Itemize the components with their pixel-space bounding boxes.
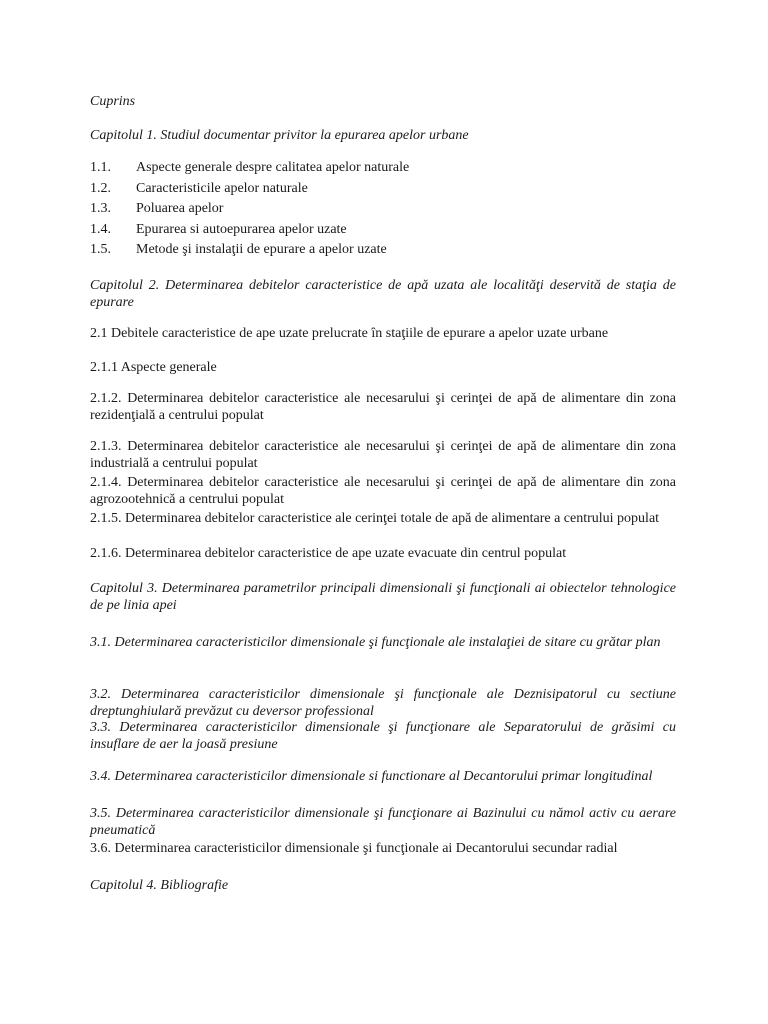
chapter-1-heading: Capitolul 1. Studiul documentar privitor la epurarea apelor urbane [90, 128, 469, 143]
toc-title: Cuprins [90, 94, 136, 109]
section-2-1-5: 2.1.5. Determinarea debitelor caracteristice ale cerinţei totale de apă de alimentare a centrului populat [90, 511, 660, 526]
list-item-text: Poluarea apelor [136, 201, 224, 216]
list-item [90, 158, 676, 179]
list-item-number: 1.3. [90, 201, 111, 216]
list-item-number: 1.4. [90, 221, 111, 237]
list-item-text: Caracteristicile apelor naturale [136, 180, 308, 196]
chapter-3-heading: Capitolul 3. Determinarea parametrilor principali dimensionali şi funcţionali ai obiectelor tehnologice de pe linia apei [90, 581, 676, 613]
section-2-1-4: 2.1.4. Determinarea debitelor caracteristice ale necesarului şi cerinţei de apă de alimentare din zona agrozootehnică a centrului populat [90, 475, 676, 507]
list-item-text: Epurarea si autoepurarea apelor uzate [136, 221, 347, 237]
list-item-text: Metode şi instalaţii de epurare a apelor uzate [136, 242, 387, 257]
list-item-number: 1.5. [90, 242, 111, 257]
list-item-number: 1.2. [90, 180, 111, 196]
section-3-4: 3.4. Determinarea caracteristicilor dimensionale si functionare al Decantorului primar longitudinal [90, 769, 653, 784]
list-item [90, 179, 676, 200]
list-item [90, 220, 676, 241]
section-3-6: 3.6. Determinarea caracteristicilor dimensionale şi funcţionale ai Decantorului secundar radial [90, 841, 618, 856]
chapter-2-heading: Capitolul 2. Determinarea debitelor caracteristice de apă uzata ale localităţi deservită de staţia de epurare [90, 278, 676, 310]
section-2-1-6: 2.1.6. Determinarea debitelor caracteristice de ape uzate evacuate din centrul populat [90, 546, 567, 561]
chapter-4-heading: Capitolul 4. Bibliografie [90, 878, 229, 893]
section-3-5: 3.5. Determinarea caracteristicilor dimensionale şi funcţionare ai Bazinului cu nămol activ cu aerare pneumatică [90, 806, 676, 838]
section-2-1-2: 2.1.2. Determinarea debitelor caracteristice ale necesarului şi cerinţei de apă de alimentare din zona rezidenţială a centrului populat [90, 391, 676, 423]
list-item [90, 240, 676, 261]
list-item-number: 1.1. [90, 160, 111, 175]
chapter-1-list [90, 158, 676, 261]
section-2-1-1: 2.1.1 Aspecte generale [90, 360, 217, 375]
section-3-1: 3.1. Determinarea caracteristicilor dimensionale şi funcţionale ale instalaţiei de sitare cu grătar plan [90, 635, 661, 650]
section-3-2: 3.2. Determinarea caracteristicilor dimensionale şi funcţionale ale Deznisipatorul cu sectiune dreptunghiulară prevăzut cu deversor professional [90, 687, 676, 719]
list-item-text: Aspecte generale despre calitatea apelor naturale [136, 160, 410, 175]
section-2-1-3: 2.1.3. Determinarea debitelor caracteristice ale necesarului şi cerinţei de apă de alimentare din zona industrială a centrului populat [90, 439, 676, 471]
section-3-3: 3.3. Determinarea caracteristicilor dimensionale şi funcţionare ale Separatorului de grăsimi cu insuflare de aer la joasă presiune [90, 720, 676, 752]
list-item [90, 199, 676, 220]
section-2-1: 2.1 Debitele caracteristice de ape uzate prelucrate în staţiile de epurare a apelor uzate urbane [90, 326, 609, 341]
